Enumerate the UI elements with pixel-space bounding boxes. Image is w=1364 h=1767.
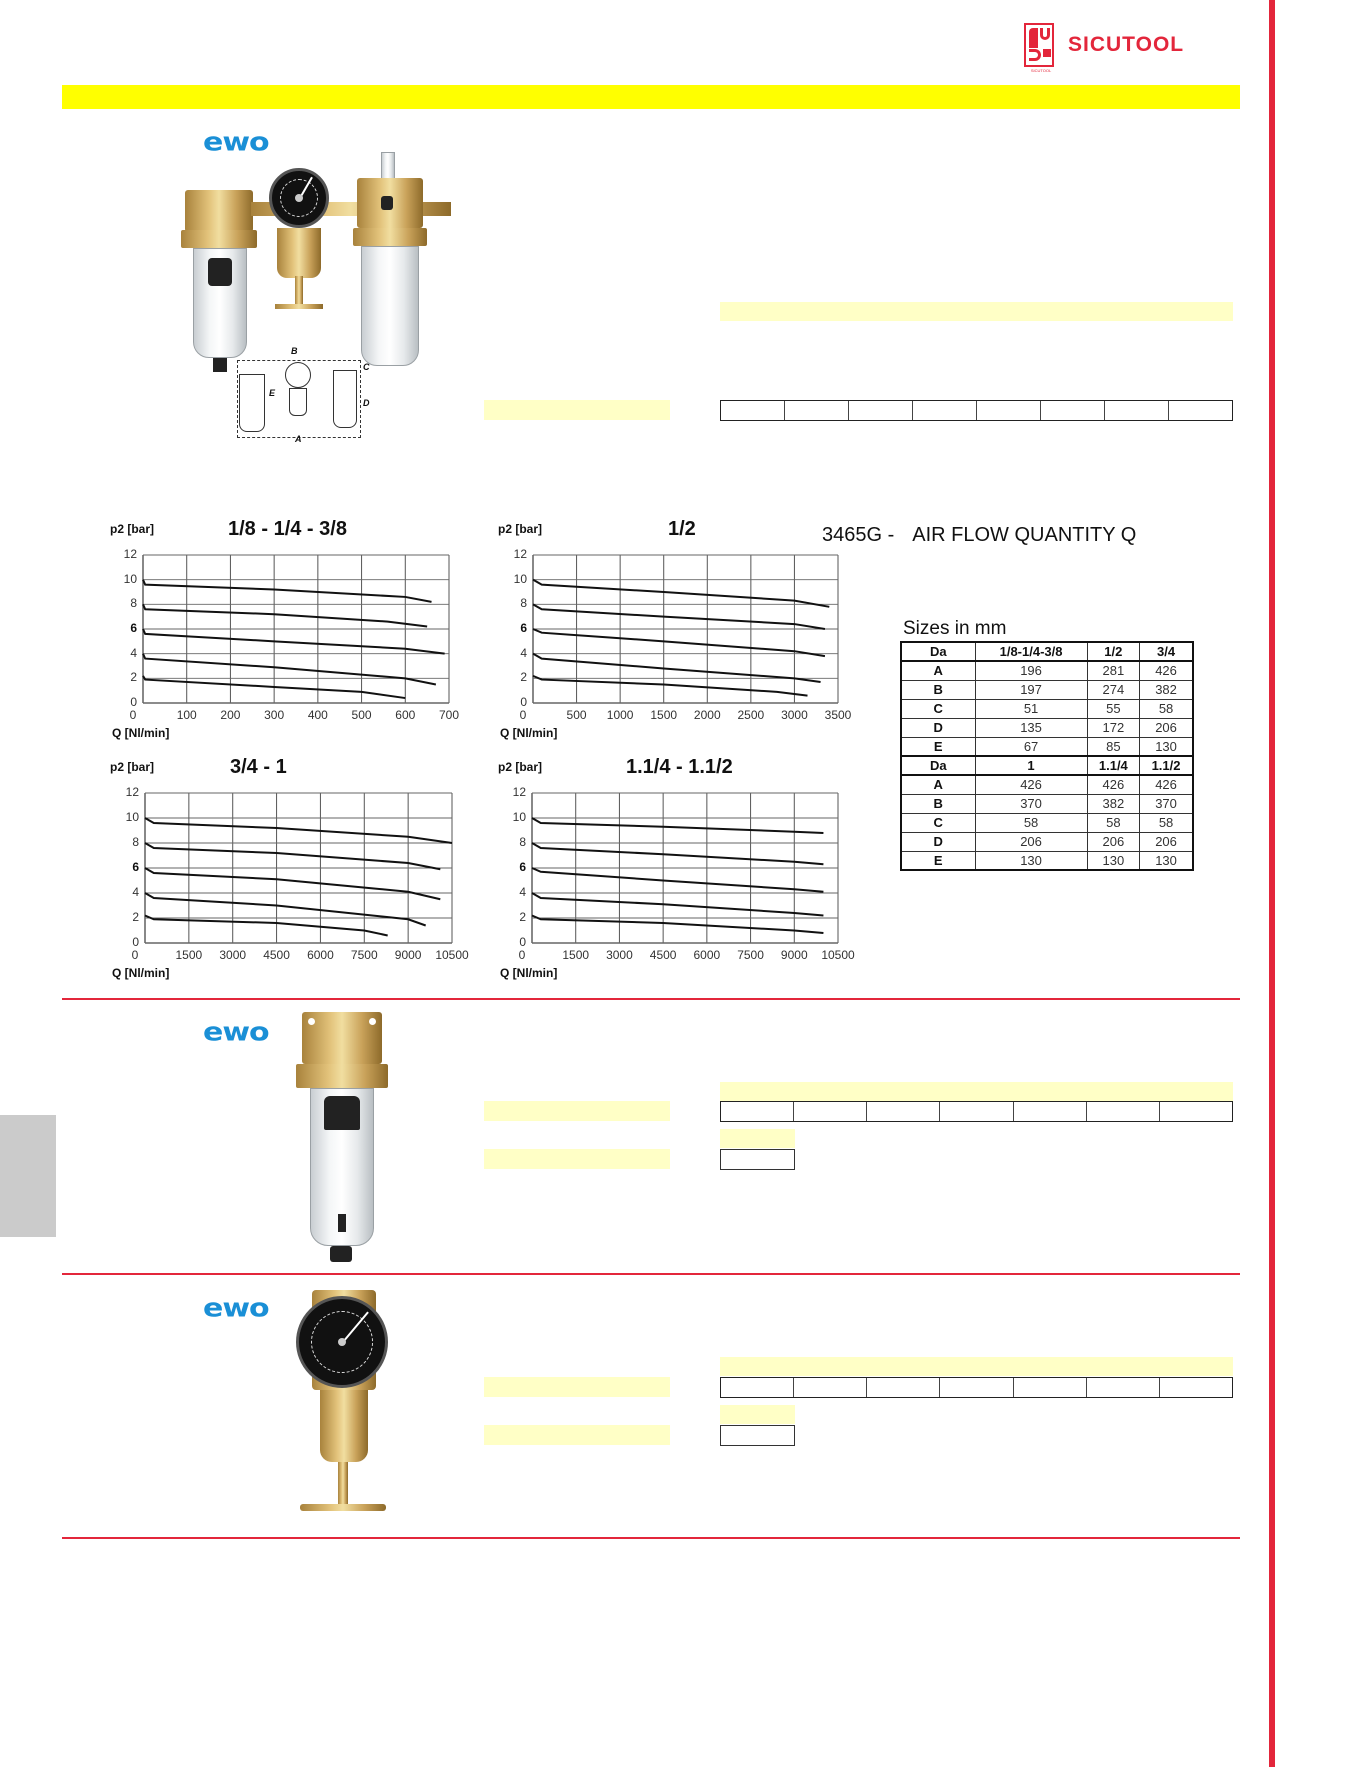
order-label-field [484, 400, 670, 420]
order-label-field [484, 1101, 670, 1121]
spec-table-row [720, 400, 1233, 421]
chart-x-tick: 10500 [435, 948, 469, 962]
page-edge-red-bar [1269, 0, 1275, 1767]
chart-y-tick: 0 [519, 935, 526, 949]
chart-y-tick: 8 [520, 596, 527, 611]
chart-x-tick: 10500 [821, 948, 855, 962]
chart-y-tick: 10 [125, 810, 139, 824]
spec-field-bar [720, 1357, 1233, 1376]
chart-x-tick: 0 [519, 708, 527, 722]
spec-field-bar [720, 1082, 1233, 1101]
sizes-row [901, 661, 1193, 680]
dimension-key: E [901, 737, 975, 756]
sizes-row [901, 775, 1193, 794]
dimension-value: 206 [1140, 718, 1193, 737]
order-label-field [484, 1377, 670, 1397]
flow-code: 3465G - [822, 524, 895, 546]
order-label-field-2 [484, 1149, 670, 1169]
chart-title: 3/4 - 1 [230, 756, 287, 778]
ewo-logo: ewo [203, 1017, 269, 1048]
chart-x-tick: 2000 [693, 708, 721, 722]
chart-y-tick: 4 [520, 645, 527, 660]
spec-table-row [720, 1101, 1233, 1122]
dimension-value: 51 [975, 699, 1087, 718]
chart-x-tick: 600 [395, 708, 416, 722]
chart-x-tick: 500 [566, 708, 587, 722]
chart-y-tick: 0 [130, 695, 137, 709]
chart-y-tick: 6 [519, 860, 526, 874]
chart-x-tick: 0 [131, 948, 139, 962]
brand-name: SICUTOOL [1068, 33, 1185, 56]
dimension-value: 281 [1087, 661, 1140, 680]
dimension-value: 58 [975, 813, 1087, 832]
chart-y-axis-label: p2 [bar] [498, 522, 543, 536]
dimension-value: 130 [1140, 737, 1193, 756]
dimension-key: B [901, 794, 975, 813]
chart-x-tick: 200 [220, 708, 241, 722]
chart-x-tick: 4500 [649, 948, 677, 962]
dimension-value: 382 [1140, 680, 1193, 699]
chart-x-tick: 9000 [780, 948, 808, 962]
chart-x-tick: 1000 [606, 708, 634, 722]
chart-y-tick: 2 [132, 910, 139, 924]
chart-x-tick: 2500 [737, 708, 765, 722]
sizes-header-cell: 1/2 [1087, 642, 1140, 661]
chart-x-tick: 100 [176, 708, 197, 722]
chart-y-tick: 2 [130, 670, 137, 685]
dimension-value: 172 [1087, 718, 1140, 737]
dimension-value: 206 [975, 832, 1087, 851]
sizes-row [901, 680, 1193, 699]
chart-series-line [533, 676, 808, 696]
dimension-value: 55 [1087, 699, 1140, 718]
spec-table-row [720, 1377, 1233, 1398]
frl-unit-image [185, 148, 450, 445]
flow-chart-3-4-1 [110, 756, 480, 986]
chart-x-tick: 3000 [781, 708, 808, 722]
sizes-caption: Sizes in mm [903, 618, 1007, 639]
sizes-header-row [901, 642, 1193, 661]
section-divider [62, 998, 1240, 1000]
spec-small-field [720, 1405, 795, 1424]
dimension-value: 426 [1140, 775, 1193, 794]
dimension-drawing: B C E D A [229, 344, 369, 444]
dimension-key: C [901, 699, 975, 718]
dimension-key: A [901, 661, 975, 680]
chart-y-tick: 12 [123, 547, 137, 561]
chart-x-axis-label: Q [Nl/min] [112, 726, 170, 740]
spec-field-bar [720, 302, 1233, 321]
chart-title: 1/8 - 1/4 - 3/8 [228, 518, 347, 540]
dimension-value: 58 [1140, 699, 1193, 718]
sizes-row [901, 851, 1193, 870]
chart-x-tick: 3500 [824, 708, 852, 722]
dimension-value: 426 [1140, 661, 1193, 680]
sizes-header-cell: 3/4 [1140, 642, 1193, 661]
dimension-value: 85 [1087, 737, 1140, 756]
dimension-value: 58 [1087, 813, 1140, 832]
dimension-value: 58 [1140, 813, 1193, 832]
chart-y-tick: 8 [519, 835, 526, 849]
dimension-value: 197 [975, 680, 1087, 699]
chart-y-tick: 0 [520, 695, 527, 709]
chart-series-line [143, 629, 445, 654]
chart-series-line [143, 604, 427, 626]
chart-y-tick: 8 [132, 835, 139, 849]
dimension-value: 274 [1087, 680, 1140, 699]
spec-small-field [720, 1129, 795, 1148]
chart-x-axis-label: Q [Nl/min] [500, 966, 558, 980]
sicutool-logo [1024, 22, 1185, 73]
chart-title: 1.1/4 - 1.1/2 [626, 756, 733, 778]
chart-x-tick: 7500 [350, 948, 378, 962]
air-filter-image [296, 1012, 388, 1262]
chart-x-tick: 6000 [693, 948, 721, 962]
chart-series-line [533, 580, 829, 607]
order-label-field-2 [484, 1425, 670, 1445]
flow-title-text: AIR FLOW QUANTITY Q [912, 524, 1137, 546]
chart-y-tick: 12 [513, 547, 527, 561]
chart-title: 1/2 [668, 518, 696, 540]
chart-x-tick: 3000 [219, 948, 247, 962]
chart-x-tick: 3000 [606, 948, 633, 962]
flow-chart-1-1-4-1-1-2 [498, 756, 878, 986]
sizes-header-cell: Da [901, 756, 975, 775]
spec-single-cell [720, 1149, 795, 1170]
chart-y-tick: 4 [130, 645, 137, 660]
chart-x-tick: 1500 [562, 948, 590, 962]
dimension-value: 135 [975, 718, 1087, 737]
flow-chart-1-8-3-8 [110, 518, 470, 748]
dimension-value: 67 [975, 737, 1087, 756]
dimension-value: 130 [975, 851, 1087, 870]
chart-series-line [145, 818, 452, 843]
flow-chart-1-2 [498, 518, 878, 748]
dimension-value: 382 [1087, 794, 1140, 813]
ewo-logo: ewo [203, 1293, 269, 1324]
sicutool-emblem-icon: SICUTOOL [1024, 23, 1054, 67]
header-yellow-bar [62, 85, 1240, 109]
ewo-logo: ewo [203, 127, 269, 158]
chart-x-tick: 9000 [394, 948, 422, 962]
section-divider [62, 1537, 1240, 1539]
dimension-value: 130 [1140, 851, 1193, 870]
chart-y-tick: 0 [132, 935, 139, 949]
sizes-header-cell: 1.1/4 [1087, 756, 1140, 775]
dimension-value: 206 [1140, 832, 1193, 851]
dimension-value: 370 [1140, 794, 1193, 813]
dimension-value: 130 [1087, 851, 1140, 870]
chapter-side-tab [0, 1115, 56, 1237]
dimension-key: B [901, 680, 975, 699]
chart-y-tick: 8 [130, 596, 137, 611]
sizes-row [901, 832, 1193, 851]
sizes-row [901, 737, 1193, 756]
chart-y-axis-label: p2 [bar] [498, 760, 543, 774]
chart-x-axis-label: Q [Nl/min] [500, 726, 558, 740]
sizes-header-cell: 1.1/2 [1140, 756, 1193, 775]
chart-y-tick: 6 [132, 860, 139, 874]
chart-x-tick: 500 [351, 708, 372, 722]
spec-single-cell [720, 1425, 795, 1446]
sizes-header-cell: 1 [975, 756, 1087, 775]
chart-x-tick: 300 [264, 708, 285, 722]
chart-y-tick: 12 [512, 785, 526, 799]
chart-x-tick: 700 [438, 708, 460, 722]
chart-y-tick: 6 [130, 621, 137, 635]
dimension-key: A [901, 775, 975, 794]
dimension-key: D [901, 718, 975, 737]
chart-x-tick: 1500 [175, 948, 203, 962]
chart-x-tick: 1500 [650, 708, 678, 722]
pressure-regulator-image [294, 1290, 392, 1524]
dimension-key: C [901, 813, 975, 832]
chart-x-axis-label: Q [Nl/min] [112, 966, 170, 980]
chart-y-tick: 10 [513, 571, 527, 586]
chart-y-tick: 6 [520, 621, 527, 635]
chart-y-tick: 2 [520, 670, 527, 685]
sizes-header-cell: 1/8-1/4-3/8 [975, 642, 1087, 661]
section-divider [62, 1273, 1240, 1275]
sizes-row [901, 718, 1193, 737]
dimension-key: E [901, 851, 975, 870]
sizes-header-row [901, 756, 1193, 775]
chart-y-tick: 10 [512, 810, 526, 824]
chart-y-axis-label: p2 [bar] [110, 760, 155, 774]
sizes-header-cell: Da [901, 642, 975, 661]
chart-x-tick: 0 [129, 708, 137, 722]
sizes-row [901, 794, 1193, 813]
chart-y-axis-label: p2 [bar] [110, 522, 155, 536]
sizes-row [901, 699, 1193, 718]
chart-y-tick: 2 [519, 910, 526, 924]
sizes-row [901, 813, 1193, 832]
chart-series-line [145, 916, 388, 936]
dimension-value: 196 [975, 661, 1087, 680]
chart-x-tick: 6000 [307, 948, 334, 962]
chart-y-tick: 4 [132, 885, 139, 899]
dimension-value: 426 [1087, 775, 1140, 794]
chart-x-tick: 4500 [263, 948, 290, 962]
dimension-value: 206 [1087, 832, 1140, 851]
chart-y-tick: 4 [519, 885, 526, 899]
dimension-value: 370 [975, 794, 1087, 813]
dimension-value: 426 [975, 775, 1087, 794]
chart-y-tick: 12 [125, 785, 139, 799]
chart-x-tick: 0 [518, 948, 526, 962]
dimension-key: D [901, 832, 975, 851]
sizes-table [900, 641, 1194, 871]
chart-y-tick: 10 [123, 571, 137, 586]
chart-x-tick: 400 [307, 708, 328, 722]
chart-x-tick: 7500 [737, 948, 764, 962]
